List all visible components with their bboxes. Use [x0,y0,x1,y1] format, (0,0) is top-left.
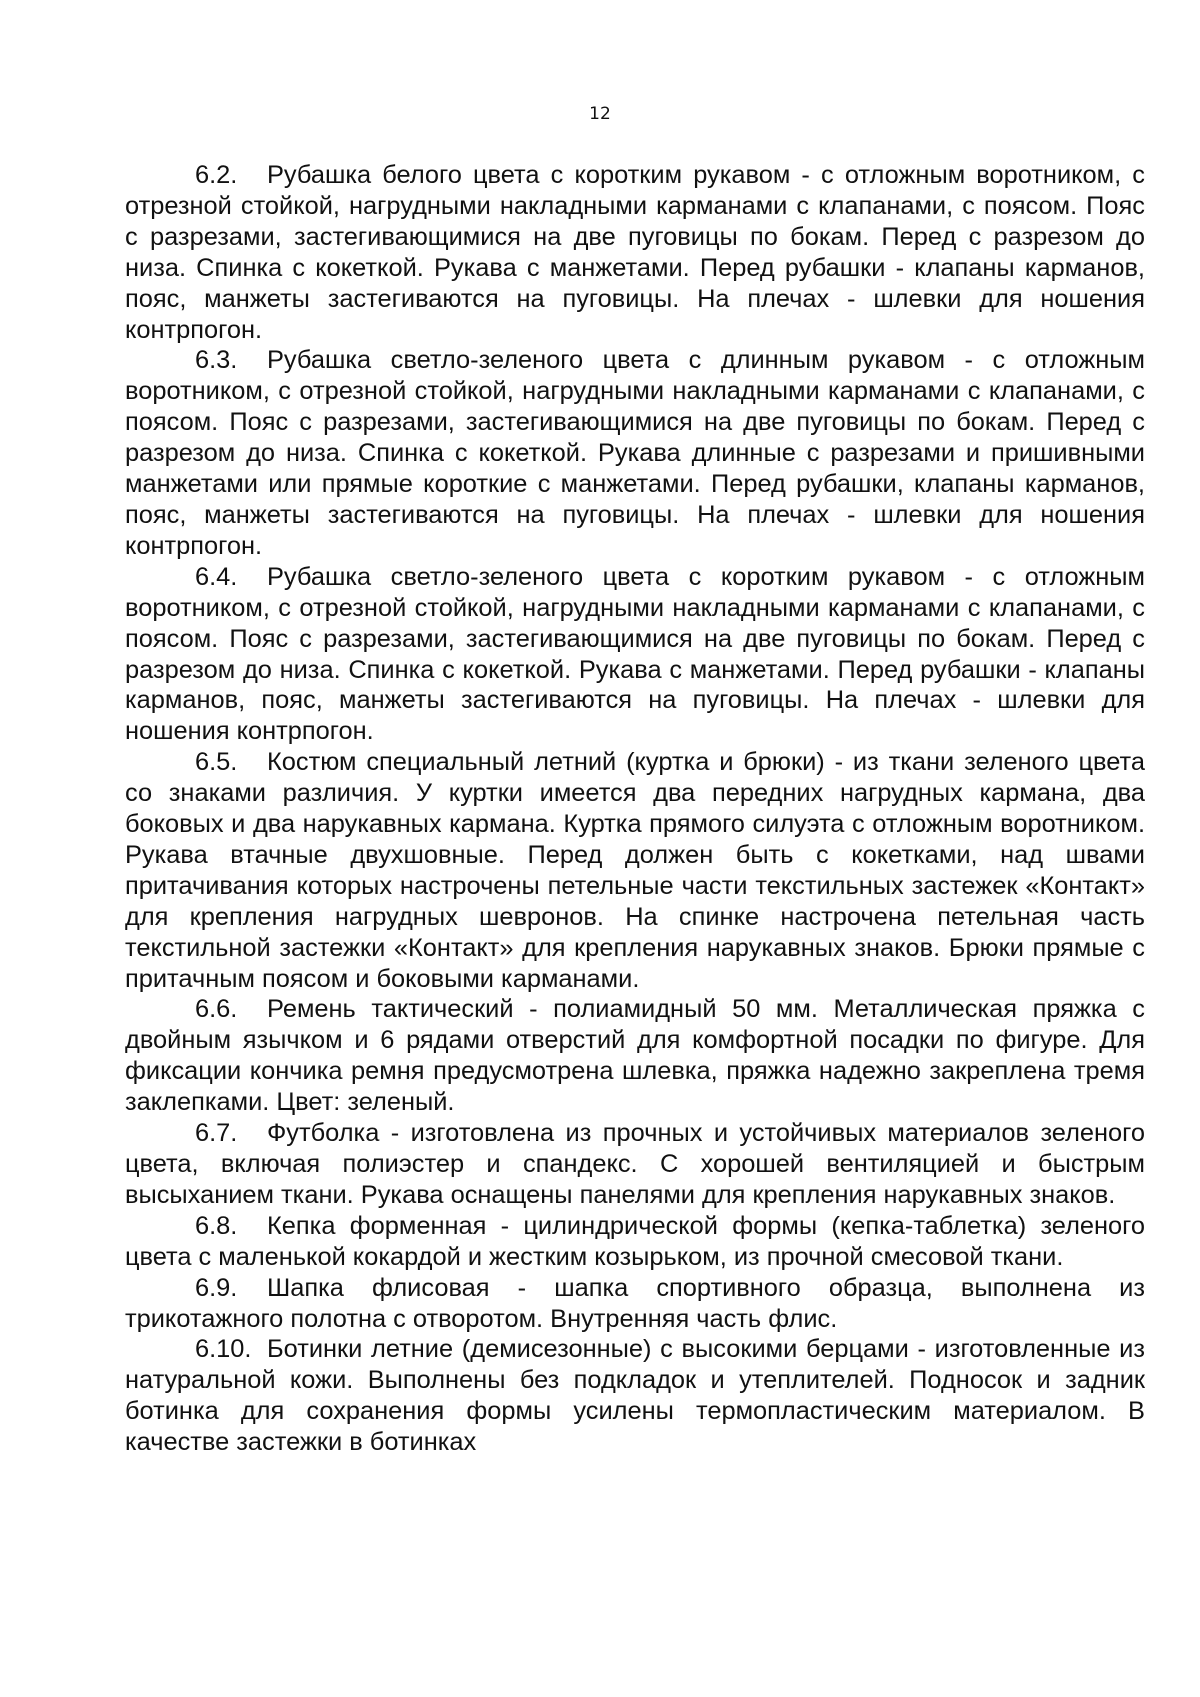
list-item-6-2 [125,160,1145,345]
list-item-6-6 [125,994,1145,1118]
item-text: Футболка - изготовлена из прочных и устойчивых материалов зеленого цвета, включая полиэстер и спандекс. С хорошей вентиляцией и быстрым высыханием ткани. Рукава оснащены панелями для крепления нарукавных знаков. [125,1119,1145,1209]
item-text: Костюм специальный летний (куртка и брюки) - из ткани зеленого цвета со знаками различия. У куртки имеется два передних нагрудных кармана, два боковых и два нарукавных кармана. Куртка прямого силуэта с отложным воротником. Рукава втачные двухшовные. Перед должен быть с кокетками, над швами притачивания которых настрочены петельные части текстильных застежек «Контакт» для крепления нагрудных шевронов. На спинке настрочена петельная часть текстильной застежки «Контакт» для крепления нарукавных знаков. Брюки прямые с притачным поясом и боковыми карманами. [125,748,1145,993]
list-item-6-3 [125,345,1145,561]
list-item-6-5 [125,747,1145,994]
item-text: Ботинки летние (демисезонные) с высокими берцами - изготовленные из натуральной кожи. Выполнены без подкладок и утеплителей. Подносок и задник ботинка для сохранения формы усилены термопластическим материалом. В качестве застежки в ботинках [125,1335,1145,1457]
item-number: 6.5. [195,748,238,777]
item-number: 6.7. [195,1119,238,1148]
list-item-6-9 [125,1273,1145,1335]
list-item-6-8 [125,1211,1145,1273]
document-body [125,160,1145,1458]
list-item-6-10 [125,1334,1145,1458]
item-number: 6.6. [195,995,238,1024]
item-text: Шапка флисовая - шапка спортивного образца, выполнена из трикотажного полотна с отворотом. Внутренняя часть флис. [125,1273,1145,1333]
item-number: 6.9. [195,1273,238,1302]
item-text: Кепка форменная - цилиндрической формы (кепка-таблетка) зеленого цвета с маленькой кокардой и жестким козырьком, из прочной смесовой ткани. [125,1211,1145,1271]
item-number: 6.4. [195,562,238,591]
list-item-6-7 [125,1118,1145,1211]
item-number: 6.3. [195,346,238,375]
item-number: 6.10. [195,1335,252,1364]
page-number: 12 [589,104,611,124]
item-text: Ремень тактический - полиамидный 50 мм. Металлическая пряжка с двойным язычком и 6 рядами отверстий для комфортной посадки по фигуре. Для фиксации кончика ремня предусмотрена шлевка, пряжка надежно закреплена тремя заклепками. Цвет: зеленый. [125,995,1145,1117]
item-text: Рубашка светло-зеленого цвета с коротким рукавом - с отложным воротником, с отрезной стойкой, нагрудными накладными карманами с клапанами, с поясом. Пояс с разрезами, застегивающимися на две пуговицы по бокам. Перед с разрезом до низа. Спинка с кокеткой. Рукава с манжетами. Перед рубашки - клапаны карманов, пояс, манжеты застегиваются на пуговицы. На плечах - шлевки для ношения контрпогон. [125,562,1145,746]
item-text: Рубашка светло-зеленого цвета с длинным рукавом - с отложным воротником, с отрезной стойкой, нагрудными накладными карманами с клапанами, с поясом. Пояс с разрезами, застегивающимися на две пуговицы по бокам. Перед с разрезом до низа. Спинка с кокеткой. Рукава длинные с разрезами и пришивными манжетами или прямые короткие с манжетами. Перед рубашки, клапаны карманов, пояс, манжеты застегиваются на пуговицы. На плечах - шлевки для ношения контрпогон. [125,346,1145,560]
item-number: 6.2. [195,161,238,189]
item-text: Рубашка белого цвета с коротким рукавом - с отложным воротником, с отрезной стойкой, нагрудными накладными карманами с клапанами, с поясом. Пояс с разрезами, застегивающимися на две пуговицы по бокам. Перед с разрезом до низа. Спинка с кокеткой. Рукава с манжетами. Перед рубашки - клапаны карманов, пояс, манжеты застегиваются на пуговицы. На плечах - шлевки для ношения контрпогон. [125,161,1145,344]
list-item-6-4 [125,562,1145,747]
item-number: 6.8. [195,1211,238,1240]
